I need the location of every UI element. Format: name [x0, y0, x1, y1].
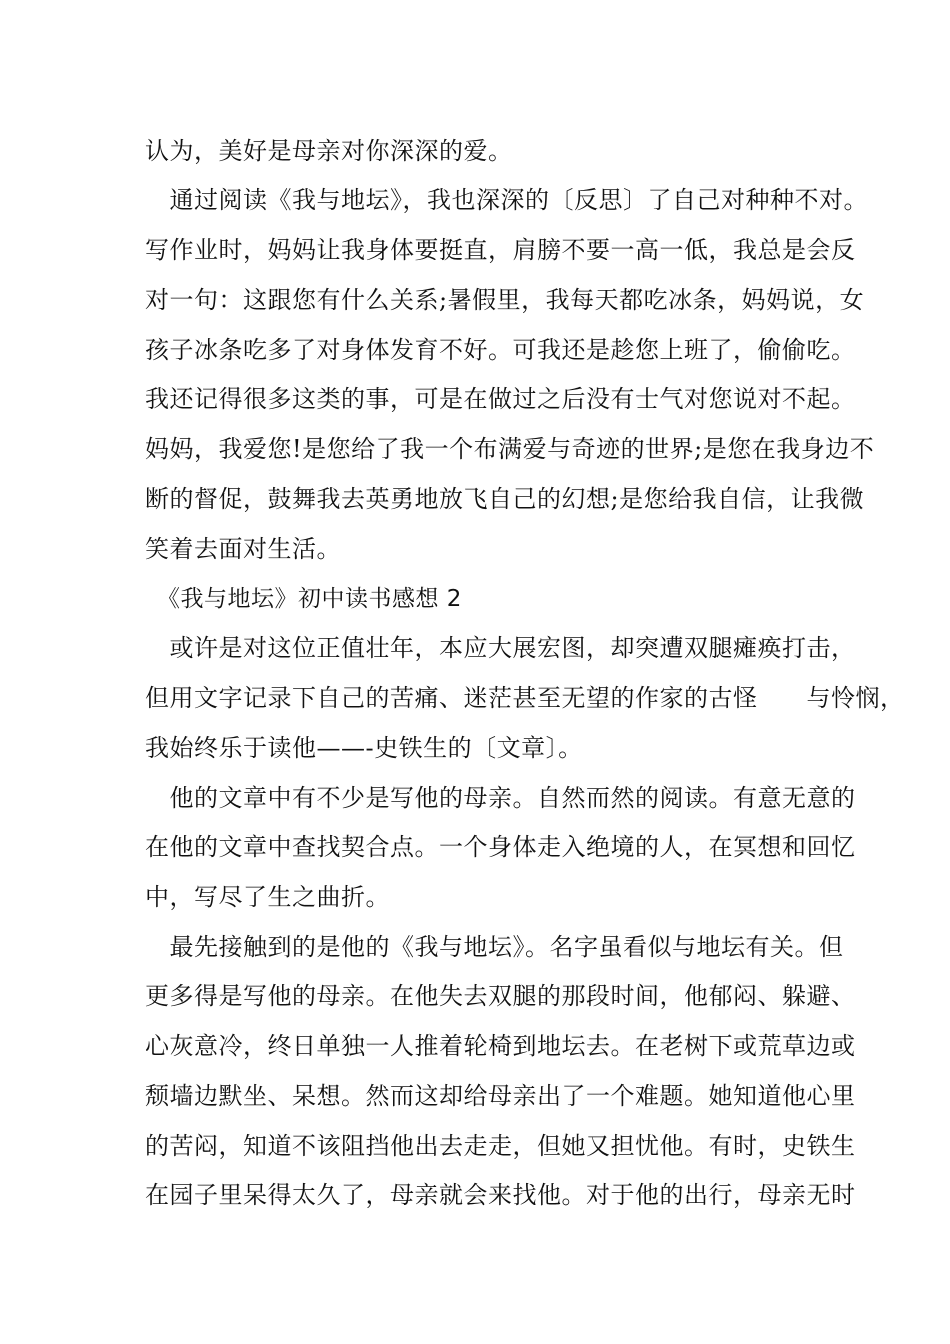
text-line: 认为，美好是母亲对你深深的爱。 — [145, 137, 513, 165]
text-line: 笑着去面对生活。 — [145, 535, 341, 563]
text-line: 我始终乐于读他——-史铁生的〔文章〕。 — [145, 734, 583, 762]
text-line: 断的督促，鼓舞我去英勇地放飞自己的幻想;是您给我自信，让我微 — [145, 485, 865, 513]
text-line: 孩子冰条吃多了对身体发育不好。可我还是趁您上班了，偷偷吃。 — [145, 336, 856, 364]
text-line: 在他的文章中查找契合点。一个身体走入绝境的人，在冥想和回忆 — [145, 833, 856, 861]
text-line: 但用文字记录下自己的苦痛、迷茫甚至无望的作家的古怪 与怜悯， — [145, 684, 905, 712]
text-line: 我还记得很多这类的事，可是在做过之后没有士气对您说对不起。 — [145, 385, 856, 413]
text-line: 心灰意冷，终日单独一人推着轮椅到地坛去。在老树下或荒草边或 — [145, 1032, 856, 1060]
text-line: 对一句：这跟您有什么关系;暑假里，我每天都吃冰条，妈妈说，女 — [145, 286, 865, 314]
section-heading: 《我与地坛》初中读书感想 2 — [145, 586, 462, 612]
text-line: 在园子里呆得太久了，母亲就会来找他。对于他的出行，母亲无时 — [145, 1181, 856, 1209]
text-line: 通过阅读《我与地坛》，我也深深的〔反思〕了自己对种种不对。 — [145, 186, 868, 214]
text-line: 他的文章中有不少是写他的母亲。自然而然的阅读。有意无意的 — [145, 784, 856, 812]
text-line: 最先接触到的是他的《我与地坛》。名字虽看似与地坛有关。但 — [145, 933, 844, 961]
text-line: 更多得是写他的母亲。在他失去双腿的那段时间，他郁闷、躲避、 — [145, 982, 856, 1010]
text-line: 或许是对这位正值壮年，本应大展宏图，却突遭双腿瘫痪打击， — [145, 634, 856, 662]
text-line: 的苦闷，知道不该阻挡他出去走走，但她又担忧他。有时，史铁生 — [145, 1132, 856, 1160]
text-line: 妈妈，我爱您!是您给了我一个布满爱与奇迹的世界;是您在我身边不 — [145, 435, 875, 463]
text-line: 写作业时，妈妈让我身体要挺直，肩膀不要一高一低，我总是会反 — [145, 236, 856, 264]
text-line: 颓墙边默坐、呆想。然而这却给母亲出了一个难题。她知道他心里 — [145, 1082, 856, 1110]
text-line: 中，写尽了生之曲折。 — [145, 883, 390, 911]
